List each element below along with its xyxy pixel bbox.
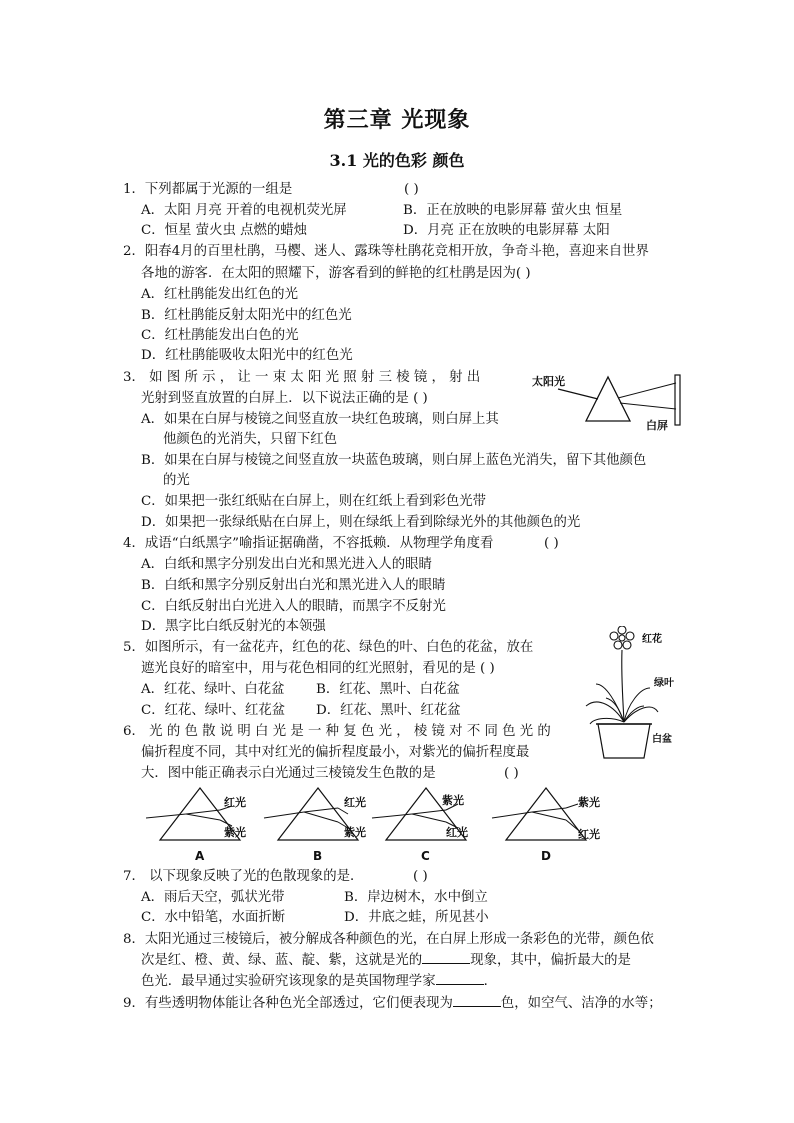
- q8-line2-end: 现象，其中，偏折最大的是: [470, 953, 631, 968]
- q8-line3-start: 色光．最早通过实验研究该现象的是英国物理学家: [141, 974, 436, 989]
- q4-option-d: D．黑字比白纸反射光的本领强: [141, 619, 326, 634]
- q3-option-a-line2: 他颜色的光消失，只留下红色: [163, 432, 338, 447]
- pot-label: 白盆: [652, 734, 672, 745]
- prism-option-a: [146, 788, 246, 863]
- q7-stem: 7． 以下现象反映了光的色散现象的是．: [123, 869, 364, 884]
- q9-line1-end: 色，如空气、洁净的水等；: [500, 996, 662, 1011]
- q6-line3: 大．图中能正确表示白光通过三棱镜发生色散的是: [141, 766, 436, 781]
- q3-prism-figure: [528, 365, 688, 437]
- q4-bracket: ( ): [544, 536, 559, 551]
- q3-option-b-line2: 的光: [163, 473, 190, 488]
- option-d-bottom-label: 红光: [578, 828, 600, 841]
- q8-blank-1[interactable]: [422, 950, 470, 964]
- out-ray-top: [618, 383, 676, 398]
- option-d-top-label: 紫光: [578, 796, 600, 809]
- sunlight-label: 太阳光: [532, 375, 565, 388]
- q7-option-c: C．水中铅笔，水面折断: [141, 910, 286, 925]
- option-a-label: A: [195, 849, 205, 863]
- q9-line1: [123, 993, 662, 1014]
- white-screen: [675, 375, 680, 425]
- q8-line2: [141, 950, 631, 971]
- q5-option-d: D．红花、黑叶、红花盆: [316, 703, 461, 718]
- q7-option-a: A．雨后天空，弧状光带: [141, 890, 285, 905]
- q4-option-b: B．白纸和黑字分别反射出白光和黑光进入人的眼睛: [141, 578, 446, 593]
- q1-option-b: B．正在放映的电影屏幕 萤火虫 恒星: [403, 203, 623, 218]
- q5-flower-figure: [584, 626, 676, 764]
- prism-option-d: [492, 788, 600, 863]
- out-ray-bottom: [620, 403, 676, 409]
- q1-option-d: D．月亮 正在放映的电影屏幕 太阳: [403, 223, 610, 238]
- prism-option-c: [372, 788, 468, 863]
- option-d-label: D: [541, 849, 551, 863]
- option-c-top-label: 紫光: [442, 794, 464, 807]
- q5-option-c: C．红花、绿叶、红花盆: [141, 703, 286, 718]
- flower-icon: [610, 626, 634, 649]
- q3-line1: 3． 如 图 所 示 ， 让 一 束 太 阳 光 照 射 三 棱 镜 ， 射 出: [123, 370, 481, 385]
- q5-option-a: A．红花、绿叶、白花盆: [141, 682, 285, 697]
- q4-stem: 4．成语“白纸黑字”喻指证据确凿，不容抵赖．从物理学角度看: [123, 536, 494, 551]
- q3-option-a-line1: A．如果在白屏与棱镜之间竖直放一块红色玻璃，则白屏上其: [141, 412, 499, 427]
- q5-option-b: B．红花、黑叶、白花盆: [316, 682, 460, 697]
- q2-line2: 各地的游客．在太阳的照耀下，游客看到的鲜艳的红杜鹃是因为( ): [141, 266, 531, 281]
- prism-shape: [586, 377, 630, 421]
- q4-option-c: C．白纸反射出白光进入人的眼睛，而黑字不反射光: [141, 599, 446, 614]
- q8-line3: [141, 971, 497, 992]
- q7-option-b: B．岸边树木，水中倒立: [344, 890, 488, 905]
- flower-stem: [622, 650, 624, 722]
- option-c-bottom-label: 红光: [446, 826, 468, 839]
- q1-option-a: A．太阳 月亮 开着的电视机荧光屏: [141, 203, 347, 218]
- q2-option-a: A．红杜鹃能发出红色的光: [141, 287, 298, 302]
- q2-option-d: D．红杜鹃能吸收太阳光中的红色光: [141, 348, 353, 363]
- page-title: 第三章 光现象: [323, 107, 471, 133]
- flower-label: 红花: [642, 634, 662, 645]
- q5-line2: 遮光良好的暗室中，用与花色相同的红光照射，看见的是 ( ): [141, 661, 495, 676]
- q8-blank-2[interactable]: [436, 971, 484, 985]
- q2-option-c: C．红杜鹃能发出白色的光: [141, 328, 299, 343]
- option-b-top-label: 红光: [344, 796, 366, 809]
- q3-option-c: C．如果把一张红纸贴在白屏上，则在红纸上看到彩色光带: [141, 494, 487, 509]
- leaf-label: 绿叶: [654, 678, 674, 689]
- screen-label: 白屏: [646, 419, 668, 432]
- q2-line1: 2．阳春4月的百里杜鹃，马樱、迷人、露珠等杜鹃花竞相开放，争奇斗艳，喜迎来自世界: [123, 244, 649, 259]
- q7-bracket: ( ): [413, 869, 428, 884]
- q5-line1: 5．如图所示，有一盆花卉，红色的花、绿色的叶、白色的花盆，放在: [123, 640, 534, 655]
- prism-option-b: [264, 788, 366, 863]
- q6-line2: 偏折程度不同，其中对红光的偏折程度最小，对紫光的偏折程度最: [141, 745, 530, 760]
- q6-line1: 6． 光 的 色 散 说 明 白 光 是 一 种 复 色 光 ， 棱 镜 对 不 同 色 光 的: [123, 724, 551, 739]
- q1-stem: 1．下列都属于光源的一组是: [123, 182, 293, 197]
- q6-bracket: ( ): [504, 766, 519, 781]
- q8-line1: 8．太阳光通过三棱镜后，被分解成各种颜色的光，在白屏上形成一条彩色的光带，颜色依: [123, 932, 654, 947]
- q1-option-c: C．恒星 萤火虫 点燃的蜡烛: [141, 223, 308, 238]
- q1-bracket: ( ): [404, 182, 419, 197]
- flower-pot: [598, 724, 650, 758]
- option-a-bottom-label: 紫光: [224, 826, 246, 839]
- option-b-bottom-label: 紫光: [344, 826, 366, 839]
- incident-ray: [558, 389, 598, 399]
- q9-line1-start: 9．有些透明物体能让各种色光全部透过，它们便表现为: [123, 996, 453, 1011]
- q3-option-b-line1: B．如果在白屏与棱镜之间竖直放一块蓝色玻璃，则白屏上蓝色光消失，留下其他颜色: [141, 453, 647, 468]
- section-title: 3.1 光的色彩 颜色: [329, 151, 465, 170]
- q3-option-d: D．如果把一张绿纸贴在白屏上，则在绿纸上看到除绿光外的其他颜色的光: [141, 515, 581, 530]
- q4-option-a: A．白纸和黑字分别发出白光和黑光进入人的眼睛: [141, 557, 432, 572]
- option-a-top-label: 红光: [224, 796, 246, 809]
- option-c-label: C: [421, 849, 430, 863]
- q6-dispersion-figures: [146, 784, 616, 864]
- q7-option-d: D．井底之蛙，所见甚小: [344, 910, 489, 925]
- option-b-label: B: [313, 849, 323, 863]
- q2-option-b: B．红杜鹃能反射太阳光中的红色光: [141, 308, 352, 323]
- q3-line2: 光射到竖直放置的白屏上．以下说法正确的是 ( ): [141, 391, 428, 406]
- q8-line3-end: ．: [483, 974, 497, 989]
- q9-blank-1[interactable]: [453, 993, 501, 1007]
- q8-line2-start: 次是红、橙、黄、绿、蓝、靛、紫，这就是光的: [141, 953, 423, 968]
